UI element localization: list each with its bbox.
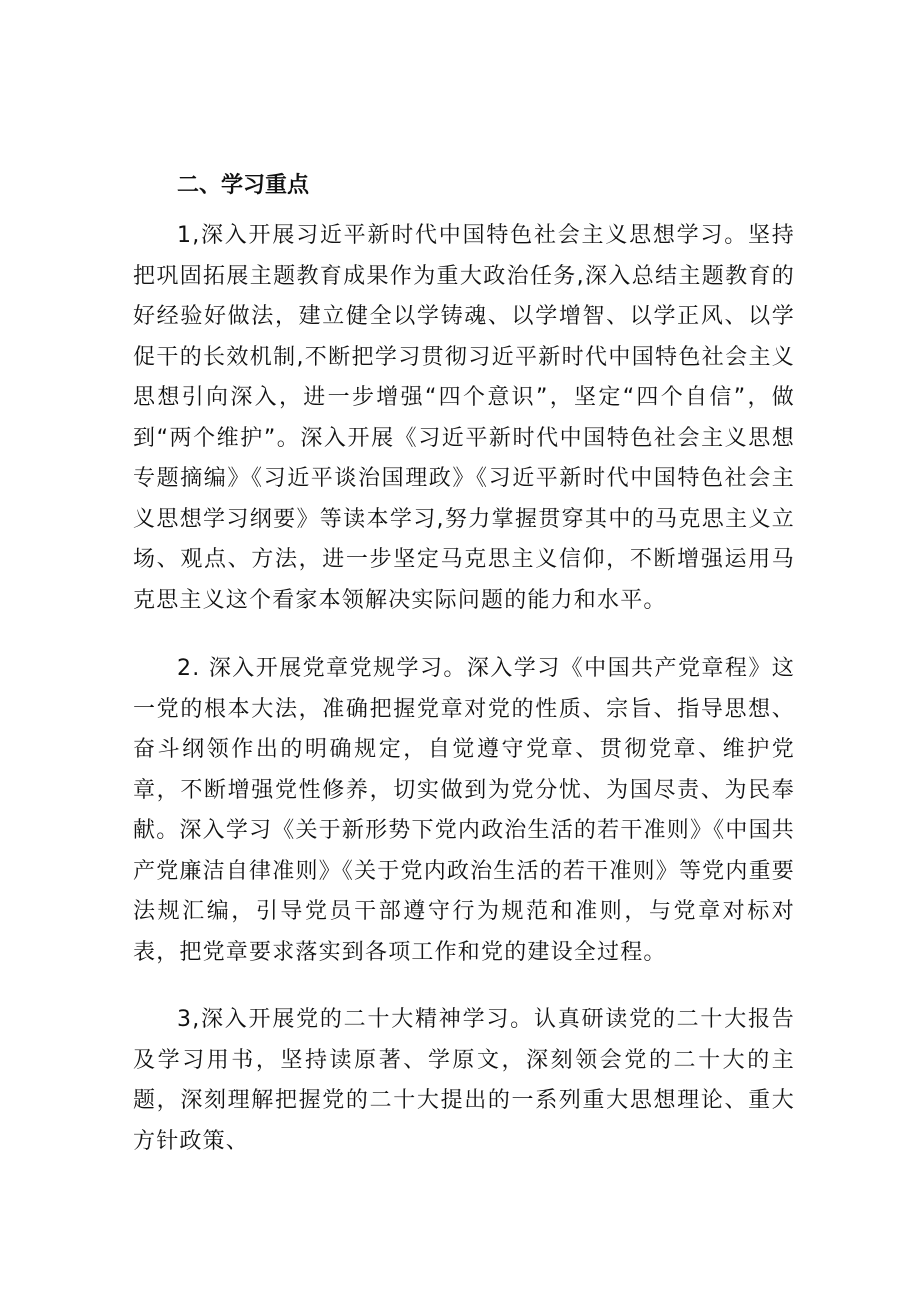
paragraph-item-2: 2. 深入开展党章党规学习。深入学习《中国共产党章程》这一党的根本大法，准确把握党章对党的性质、宗旨、指导思想、奋斗纲领作出的明确规定，自觉遵守党章、贯彻党章、维护党章，不断增强党性修养，切实做到为党分忧、为国尽责、为民奉献。深入学习《关于新形势下党内政治生活的若干准则》《中国共产党廉洁自律准则》《关于党内政治生活的若干准则》等党内重要法规汇编，引导党员干部遵守行为规范和准则，与党章对标对表，把党章要求落实到各项工作和党的建设全过程。 xyxy=(133,656,795,965)
section-heading: 二、学习重点 xyxy=(177,173,310,198)
paragraph-item-1: 1,深入开展习近平新时代中国特色社会主义思想学习。坚持把巩固拓展主题教育成果作为重大政治任务,深入总结主题教育的好经验好做法，建立健全以学铸魂、以学增智、以学正风、以学促干的长效机制,不断把学习贯彻习近平新时代中国特色社会主义思想引向深入，进一步增强“四个意识”，坚定“四个自信”，做到“两个维护”。深入开展《习近平新时代中国特色社会主义思想专题摘编》《习近平谈治国理政》《习近平新时代中国特色社会主义思想学习纲要》等读本学习,努力掌握贯穿其中的马克思主义立场、观点、方法，进一步坚定马克思主义信仰，不断增强运用马克思主义这个看家本领解决实际问题的能力和水平。 xyxy=(133,223,795,613)
paragraph-item-3: 3,深入开展党的二十大精神学习。认真研读党的二十大报告及学习用书，坚持读原著、学原文，深刻领会党的二十大的主题，深刻理解把握党的二十大提出的一系列重大思想理论、重大方针政策、 xyxy=(133,1007,795,1154)
document-body xyxy=(133,166,795,1162)
